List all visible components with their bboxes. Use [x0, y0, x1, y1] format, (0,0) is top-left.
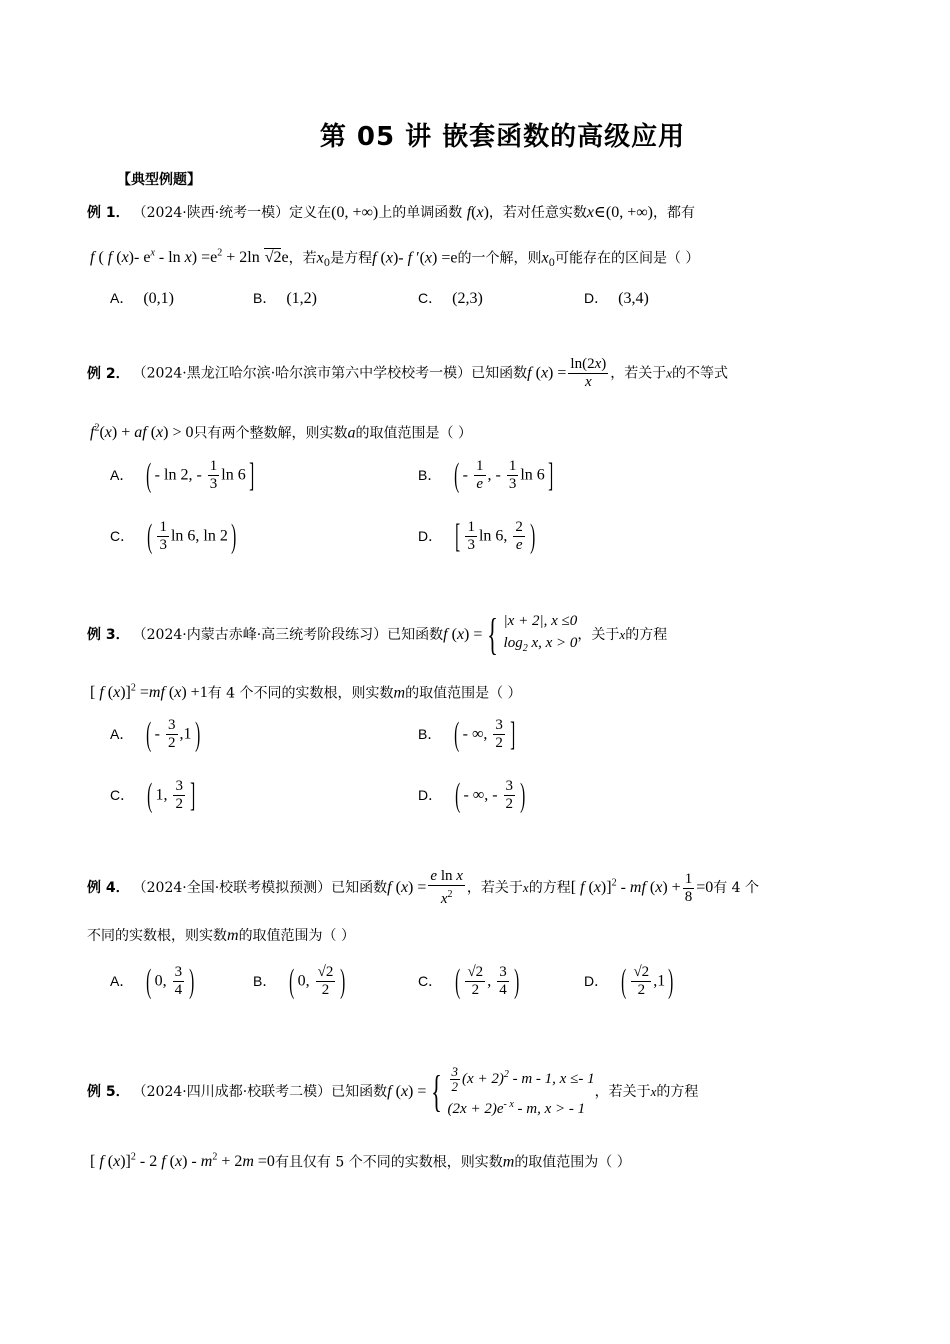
example-2-label: 例 2．	[87, 365, 130, 382]
example-5-label: 例 5．	[87, 1084, 130, 1101]
math-x-in: x	[586, 204, 595, 221]
example-3-option-a[interactable]: A． ( - $\frac{3}{2}$ ,1)	[110, 715, 200, 753]
example-1-line-2: f ( f (x)- $e^x - \ln x) =e^2 + 2\ln$ √2e，若$x_0$是方程f (x)- f ′(x) =e的一个解，则$x_0$可能存在的区间是（ ）	[90, 248, 700, 270]
example-4-option-a[interactable]: A． ( 0, $\frac{3}{4}$ )	[110, 962, 195, 1000]
example-4-label: 例 4．	[87, 880, 130, 896]
section-heading: 【典型例题】	[117, 172, 201, 188]
example-3-option-b[interactable]: B． ( - ∞, $\frac{3}{2}$ ]	[418, 715, 516, 753]
example-3-option-c[interactable]: C． ( 1, $\frac{3}{2}$ ]	[110, 776, 196, 814]
example-1-option-d[interactable]: D． (3,4)	[584, 290, 649, 307]
example-2-line-2: $f^2(x)$ + af (x) > 0只有两个整数解，则实数a的取值范围是（ ）	[90, 423, 472, 442]
example-1-option-c[interactable]: C． (2,3)	[418, 290, 483, 307]
example-4-line-1: 例 4． （2024·全国·校联考模拟预测）已知函数f (x) = $\frac{\text{e ln x}}{x^2}$ ，若关于x的方程[ f (x)]$^2$ - mf (x) + $\frac{1}{8}$ =0有 4 个	[87, 868, 760, 907]
example-5-line-1: 例 5． （2024·四川成都·校联考二模）已知函数f (x) = { $\frac{3}{2}$ $(x + 2)^2 - m - 1$, x ≤- 1 $(2x + 2)e^{- x} - m$, x > - 1 ，若关于x的方程	[87, 1064, 699, 1118]
page-title: 第 05 讲 嵌套函数的高级应用	[319, 122, 686, 152]
example-5-line-2: [ f (x)]$^2$ - 2 f $(x) - m^2 + 2m =0$有且仅有 5 个不同的实数根，则实数m的取值范围为（ ）	[90, 1152, 631, 1171]
example-2-line-1: 例 2． （2024·黑龙江哈尔滨·哈尔滨市第六中学校校考一模）已知函数f (x) = $\frac{\ln(2x)}{x}$ ，若关于x的不等式	[87, 356, 729, 390]
example-3-option-d[interactable]: D． ( - ∞, - $\frac{3}{2}$ )	[418, 776, 526, 814]
math-equation: f ( f (x)- $e^x - \ln x) =e^2 + 2\ln$ √2e	[90, 248, 289, 267]
example-2-option-a[interactable]: A． ( - ln 2, - $\frac{1}{3}$ ln 6]	[110, 456, 254, 494]
example-1-line-1: 例 1． （2024·陕西·统考一模）定义在(0, +∞)上的单调函数 f(x)，若对任意实数x∈(0, +∞)，都有	[87, 204, 695, 221]
example-2-option-d[interactable]: D． [ $\frac{1}{3}$ ln 6, $\frac{2}{e}$ )	[418, 517, 536, 555]
example-3-line-2: [ f (x)]$^2$ =mf (x) +1有 4 个不同的实数根，则实数m的取值范围是（ ）	[90, 683, 522, 702]
example-2-option-c[interactable]: C． ( $\frac{1}{3}$ ln 6, ln 2)	[110, 517, 237, 555]
example-1-source: （2024·陕西·统考一模）	[139, 205, 290, 221]
example-4-option-c[interactable]: C． ( $\frac{√2}{2}$ , $\frac{3}{4}$ )	[418, 962, 519, 1000]
example-2-option-b[interactable]: B． ( - $\frac{1}{e}$ , - $\frac{1}{3}$ ln 6]	[418, 456, 553, 494]
example-4-option-d[interactable]: D． ( $\frac{√2}{2}$ ,1)	[584, 962, 674, 1000]
example-1-option-b[interactable]: B． (1,2)	[253, 290, 317, 307]
math-equation-2: f (x)- f ′(x) =e	[372, 249, 458, 267]
example-4-line-2: 不同的实数根，则实数m的取值范围为（ ）	[87, 927, 356, 944]
math-fx: f	[466, 204, 472, 221]
example-1-option-a[interactable]: A． (0,1)	[110, 290, 174, 307]
example-3-label: 例 3．	[87, 627, 130, 643]
example-4-option-b[interactable]: B． ( 0, $\frac{√2}{2}$ )	[253, 962, 346, 1000]
example-1-label: 例 1．	[87, 205, 130, 221]
math-interval: (0, +∞)	[331, 204, 379, 221]
example-3-line-1: 例 3． （2024·内蒙古赤峰·高三统考阶段练习）已知函数f (x) = { |x + 2|, x ≤0 $\log_2 x$, x > 0 ，关于x的方程	[87, 610, 668, 659]
